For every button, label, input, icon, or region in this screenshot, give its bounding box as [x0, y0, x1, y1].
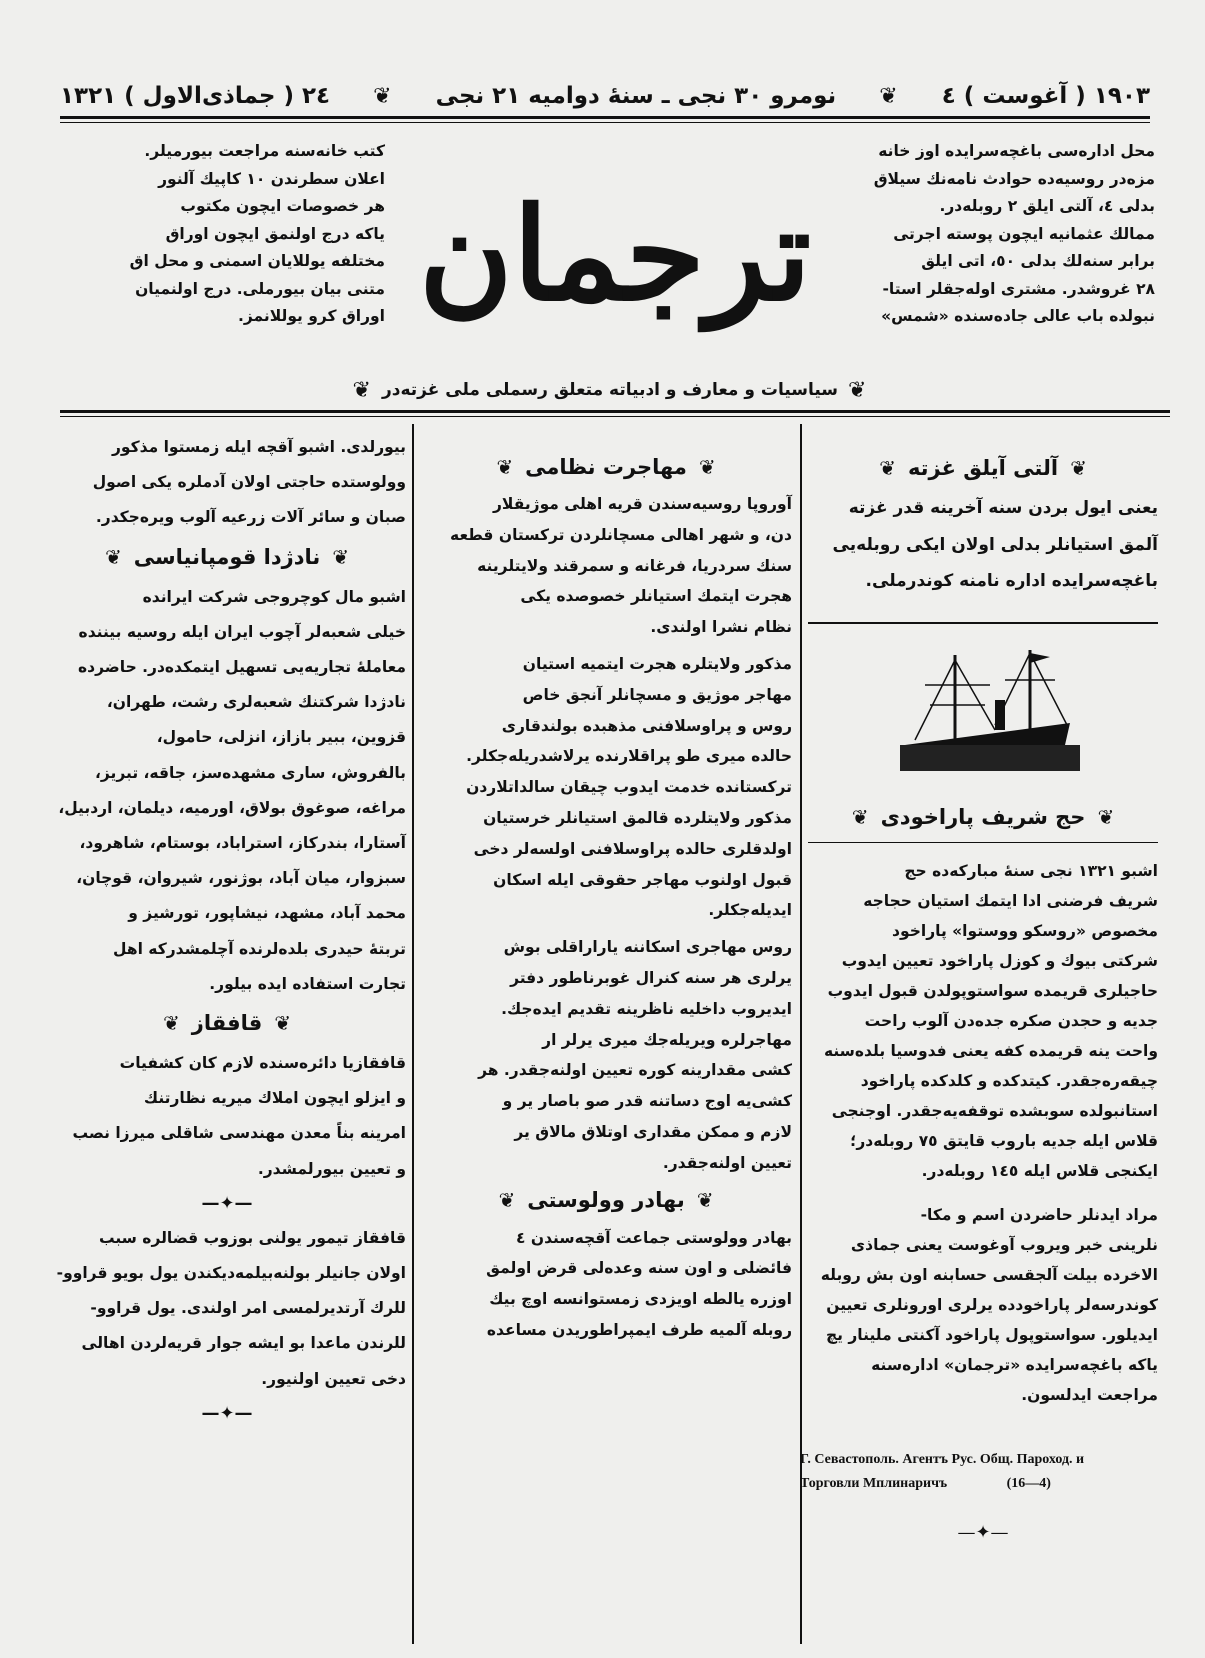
- ornament-icon: ❦: [498, 1188, 516, 1213]
- ornament-icon: ❦: [332, 545, 350, 569]
- paragraph-line: بیورلدی. اشبو آقچه ایله زمستوا مذکور: [112, 438, 406, 456]
- sea: [900, 745, 1080, 771]
- masthead-info-left: [70, 138, 385, 331]
- column-right-hajj: [808, 795, 1158, 839]
- ornament-icon: ❦: [496, 454, 514, 479]
- paragraph-line: ایدیله‌جکلر.: [708, 901, 792, 920]
- paragraph-line: آلمق استیانلر بدلی اولان ایکی روبلەیی: [832, 534, 1158, 555]
- nadezhda-heading: [48, 536, 406, 580]
- paragraph-line: مذکور ولایتلرده قالمق استیانلر خرستیان: [483, 808, 792, 827]
- paragraph-line: تربتهٔ حیدری بلدەلرنده آچلمشدرکه اهل: [113, 939, 406, 958]
- paragraph-line: قزوین، ببیر بازاز، انزلی، حامول،: [156, 728, 406, 747]
- ornament-icon: ❦: [879, 455, 896, 480]
- paragraph-line: مخصوص «روسکو ووستوا» پاراخود: [892, 922, 1158, 940]
- ornament-icon: ❦: [848, 377, 868, 403]
- paragraph-line: روس مهاجری اسکاننه یاراراقلی بوش: [503, 938, 792, 957]
- agent-name: Торговли Мплинаричъ: [800, 1476, 948, 1491]
- paragraph-line: تجارت استفاده ایده بیلور.: [209, 974, 406, 993]
- paragraph-line: فائضلی و اون سنه وعده‌لی قرض اولمق: [486, 1259, 792, 1278]
- paragraph-line: مراجعت ایدلسون.: [1021, 1386, 1158, 1404]
- dateline-ornament-left: ❦: [373, 83, 393, 109]
- column-divider: [412, 424, 414, 1644]
- paragraph-line: یعنی ایول بردن سنه آخرینه قدر غزته: [848, 498, 1158, 518]
- paragraph-line: حالده میری طو پراقلارنده یرلاشدریله‌جکلر.: [466, 747, 792, 766]
- ship-flag: [1030, 653, 1050, 663]
- paragraph-line: تعیین اولنه‌جقدر.: [662, 1153, 792, 1172]
- masthead-rule: [60, 410, 1170, 413]
- paragraph-line: اشبو ۱۳۲۱ نجی سنهٔ مبارکه‌ده حج: [904, 862, 1158, 880]
- paragraph-line: حاجیلری قریمده سواستوپولدن قبول ایدوب: [827, 982, 1158, 1000]
- paragraph-line: و ایزلو ایچون املاك میریه نظارتنك: [143, 1089, 406, 1108]
- ornament-icon: ❦: [104, 545, 122, 569]
- section-separator: —✦—: [201, 1402, 253, 1424]
- section-heading-text: بهادر وولوستی: [527, 1188, 685, 1213]
- paragraph-line: دخی تعیین اولنیور.: [261, 1369, 406, 1388]
- paragraph-line: چیقەرەجقدر. کیتدکده و کلدکده پاراخود: [860, 1072, 1158, 1090]
- paragraph-line: روس و پراوسلافنی مذهبده بولندقاری: [501, 716, 792, 735]
- agent-line: [800, 1472, 1155, 1496]
- paragraph-line: جدیه و حجدن صکره جده‌دن آلوب راحت: [864, 1012, 1158, 1030]
- steamship-illustration: [895, 645, 1085, 775]
- column-center: [420, 445, 792, 1346]
- paragraph-line: سنك سردریا، فرغانه و سمرقند ولایتلرینه: [477, 556, 792, 575]
- paragraph-line: یاکه باغچه‌سرایده «ترجمان» ادارەسنه: [871, 1356, 1158, 1374]
- paragraph-line: کشی‌یه اوج دساتنه قدر صو باصار یر و: [502, 1092, 792, 1111]
- paragraph-line: قبول اولنوب مهاجر حقوقی ایله اسکان: [493, 870, 792, 889]
- masthead-info-line: مختلفه یوللایان اسمنی و محل اق: [129, 252, 385, 270]
- section-heading-text: حج شریف پاراخودی: [880, 804, 1086, 829]
- masthead-info-line: اوراق کرو یوللانمز.: [238, 307, 385, 325]
- masthead-info-line: یاکه درج اولنمق ایچون اوراق: [165, 224, 385, 243]
- masthead-info-line: مزەدر روسیەده حوادث نامه‌نك سیلاق: [873, 169, 1155, 188]
- paragraph-line: ترکستانده خدمت ایدوب چیقان سالداتلاردن: [466, 778, 792, 797]
- agent-code: (16—4): [1006, 1476, 1051, 1491]
- masthead-info-line: ۲۸ غروشدر. مشتری اولەجقلر استا-: [882, 279, 1155, 298]
- paragraph-line: آوروپا روسیەسندن قریه اهلی موژیقلار: [493, 495, 792, 513]
- paragraph-line: مراغه، صوغوق بولاق، اورمیه، دیلمان، اردبیل،: [58, 798, 406, 817]
- paragraph-line: و تعیین بیورلمشدر.: [257, 1159, 406, 1178]
- masthead-info-right: [845, 138, 1155, 331]
- section-heading-text: مهاجرت نظامی: [525, 454, 687, 479]
- paragraph-line: معاملهٔ تجاریه‌یی تسهیل ایتمکده‌در. حاضرده: [78, 658, 406, 677]
- paragraph-line: ایدیروب داخلیه ناظرینه تقدیم ایده‌جك.: [501, 999, 792, 1018]
- paragraph-line: مهاجر موژیق و مسچانلر آنجق خاص: [522, 685, 792, 704]
- paragraph-line: اولدقلری حالده پراوسلافنی اولسەلر دخی: [473, 839, 792, 858]
- paragraph-line: امرینه بناً معدن مهندسی شاقلی میرزا نصب: [72, 1124, 406, 1143]
- caucasus-heading: [48, 1002, 406, 1046]
- masthead-info-line: هر خصوصات ایچون مکتوب: [180, 197, 385, 215]
- paragraph-line: کشی مقدارینه کوره تعیین اولنه‌جقدر. هر: [478, 1061, 792, 1080]
- agent-notice: [800, 1448, 1155, 1496]
- dateline: [60, 72, 1150, 120]
- ornament-icon: ❦: [698, 454, 716, 479]
- paragraph-line: شرکتی بیوك و کوزل پاراخود تعیین ایدوب: [841, 952, 1158, 970]
- paragraph-line: للرك آرتدیرلمسی امر اولندی. یول قراوو-: [90, 1299, 406, 1318]
- section-heading-text: آلتی آیلق غزته: [907, 455, 1059, 480]
- ornament-icon: ❦: [163, 1011, 180, 1036]
- ornament-icon: ❦: [1097, 804, 1115, 829]
- column-left: [48, 430, 406, 1431]
- paragraph-line: استانبولده سوبشده توقفه‌یه‌جقدر. اوجنجی: [831, 1102, 1158, 1120]
- paragraph-line: بهادر وولوستی جماعت آقچه‌سندن ٤: [515, 1228, 792, 1247]
- paragraph-line: قلاس ایله جدیه باروب قایتق ۷٥ روبلەدر؛: [850, 1132, 1158, 1150]
- subscription-box-rule: [808, 622, 1158, 624]
- paragraph-line: اولان جانیلر بولنه‌بیلمه‌دیکندن یول بویو قراوو-: [56, 1264, 406, 1283]
- paragraph-line: بالفروش، ساری مشهدەسز، جاقه، تبریز،: [95, 763, 406, 782]
- paragraph-line: مراد ایدنلر حاضردن اسم و مکا-: [920, 1206, 1158, 1224]
- masthead-info-line: نبولده باب عالی جاده‌سنده «شمس»: [881, 307, 1155, 325]
- migration-heading: [420, 445, 792, 489]
- paragraph-line: ایدیلور. سواستوپول پاراخود آکنتی ملینار یچ: [826, 1326, 1158, 1344]
- bahadir-heading: [420, 1179, 792, 1223]
- paragraph-line: واحت ینه قریمده کفه یعنی فدوسیا بلده‌سنه: [823, 1042, 1158, 1060]
- paragraph-line: ایکنجی قلاس ایله ۱٤٥ روبلەدر.: [921, 1162, 1158, 1180]
- ornament-icon: ❦: [352, 377, 372, 403]
- paragraph-line: صبان و سائر آلات زرعیه آلوب ویره‌جکدر.: [95, 508, 406, 527]
- masthead-info-line: ممالك عثمانیه ایچون پوسته اجرتی: [893, 224, 1155, 243]
- paragraph-line: آستارا، بندرکاز، استراباد، بوستام، شاهرود،: [79, 834, 406, 853]
- masthead-subtitle: [300, 370, 920, 410]
- hajj-heading-rule: [808, 842, 1158, 843]
- dateline-gregorian-date: ۱۹۰۳ ( آغوست ) ٤: [941, 83, 1150, 109]
- paragraph-line: قافقاز تیمور یولنی بوزوب قضالره سبب: [98, 1228, 406, 1247]
- ornament-icon: ❦: [851, 804, 869, 829]
- column-right-hajj-text: [808, 856, 1158, 1410]
- ornament-icon: ❦: [274, 1011, 292, 1036]
- subtitle-text: سیاسیات و معارف و ادبیاته متعلق رسملی ملی غزته‌در: [381, 380, 839, 400]
- paragraph-line: دن، و شهر اهالی مسچانلردن ترکستان قطعه: [450, 525, 792, 544]
- masthead-rule-thin: [60, 416, 1170, 417]
- paragraph-line: شریف فرضنی ادا ایتمك استیان حجاجه: [863, 892, 1158, 910]
- paragraph-line: وولوستده حاجتی اولان آدملره یکی اصول: [92, 473, 406, 492]
- masthead-info-line: متنی بیان بیورملی. درج اولنمیان: [135, 279, 385, 298]
- paragraph-line: نادژدا شرکتنك شعبەلری رشت، طهران،: [106, 693, 406, 712]
- paragraph-line: باغچه‌سرایده اداره نامنه کوندرملی.: [865, 571, 1158, 591]
- section-separator: —✦—: [201, 1192, 253, 1214]
- masthead-info-line: برابر سنه‌لك بدلی ٥٠، اتی ایلق: [921, 252, 1155, 270]
- ornament-icon: ❦: [1070, 455, 1087, 480]
- dateline-ornament-right: ❦: [879, 83, 899, 109]
- section-heading-text: قافقاز: [191, 1011, 263, 1036]
- agent-line: Г. Севастополь. Агентъ Рус. Общ. Пароход. и: [800, 1452, 1085, 1467]
- hajj-heading: [808, 795, 1158, 839]
- dateline-rule-thin: [60, 122, 1150, 123]
- section-separator: —✦—: [957, 1522, 1009, 1543]
- paragraph-line: خیلی شعبەلر آچوب ایران ایله روسیه بیننده: [78, 622, 406, 641]
- masthead-info-line: بدلی ٤، آلتی ایلق ۲ روبله‌در.: [939, 197, 1155, 215]
- dateline-issue-number: نومرو ۳۰ نجی ـ سنهٔ دوامیه ۲۱ نجی: [435, 83, 837, 109]
- masthead-info-line: محل ادارەسی باغچه‌سرایده اوز خانه: [878, 142, 1155, 160]
- paragraph-line: یرلری هر سنه کنرال غوبرناطور دفتر: [510, 968, 792, 987]
- paragraph-line: اشبو مال کوچروجی شرکت ایرانده: [142, 587, 406, 606]
- ship-hull: [905, 723, 1070, 745]
- paragraph-line: قافقازیا دائرەسنده لازم کان کشفیات: [119, 1054, 406, 1073]
- dateline-hijri-date: ۲٤ ( جماذی‌الاول ) ۱۳۲۱: [60, 83, 331, 109]
- paragraph-line: لازم و ممکن مقداری اوتلاق مالاق یر: [514, 1122, 792, 1141]
- paragraph-line: مذکور ولایتلره هجرت ایتمیه استیان: [522, 654, 792, 673]
- subscription-heading: [808, 446, 1158, 490]
- dateline-rule: [60, 116, 1150, 119]
- ornament-icon: ❦: [696, 1188, 714, 1213]
- paragraph-line: للرندن ماعدا بو ایشه جوار قریه‌لردن اهالی: [81, 1334, 406, 1353]
- masthead-info-line: اعلان سطرندن ۱۰ کاپیك آلنور: [158, 169, 385, 188]
- column-right: [808, 446, 1158, 600]
- paragraph-line: نلرینی خبر ویروب آوغوست یعنی جماذی: [850, 1236, 1158, 1254]
- paragraph-line: کوندرسەلر پاراخودده یرلری اورونلری تعیین: [826, 1296, 1158, 1314]
- paragraph-line: الاخرده بیلت آلجقسی حسابنه اون بش روبله: [820, 1266, 1158, 1284]
- paragraph-line: روبله آلمیه طرف ایمپراطوریدن مساعده: [486, 1320, 792, 1339]
- paragraph-line: هجرت ایتمك استیانلر خصوصده یکی: [520, 587, 792, 606]
- paragraph-line: سبزوار، میان آباد، بوژنور، شیروان، قوچان،: [76, 869, 406, 888]
- paragraph-line: اوزره یالطه اویزدی زمستوانسه اوچ بیك: [489, 1290, 792, 1309]
- masthead-info-line: کتب خانەسنه مراجعت بیورمیلر.: [144, 142, 385, 160]
- newspaper-title: ترجمان: [418, 180, 812, 330]
- section-heading-text: نادژدا قومپانیاسی: [133, 545, 321, 569]
- paragraph-line: محمد آباد، مشهد، نیشاپور، تورشیز و: [128, 904, 406, 923]
- paragraph-line: نظام نشرا اولندی.: [650, 618, 792, 637]
- paragraph-line: مهاجرلره ویریله‌جك میری یرلر ار: [542, 1030, 792, 1049]
